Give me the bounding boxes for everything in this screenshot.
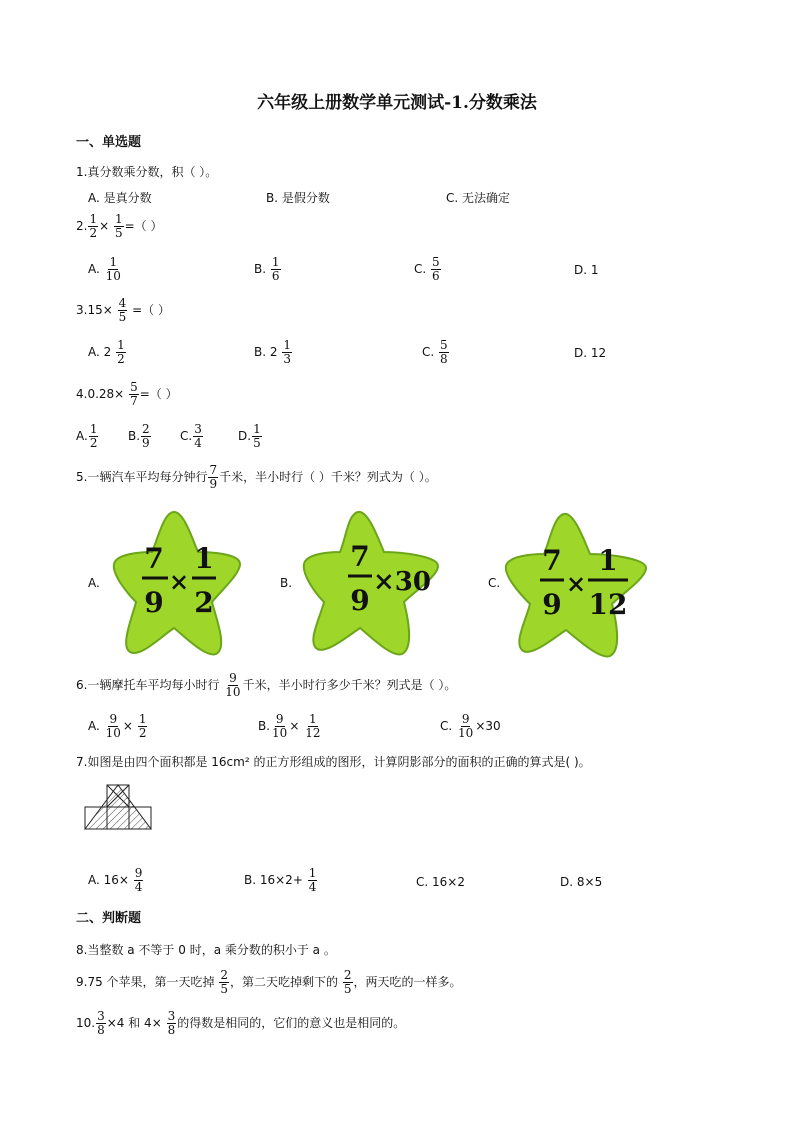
numerator-1: 7 xyxy=(542,544,562,577)
denominator-1: 9 xyxy=(144,586,164,619)
denominator-1: 9 xyxy=(542,588,562,621)
denominator-2: 2 xyxy=(194,586,214,619)
section-heading-single-choice: 一、单选题 xyxy=(76,135,142,150)
operator: × xyxy=(168,567,190,596)
question-2-stem: 2. $\frac{1}{2}$ × $\frac{1}{5}$ =（ ） xyxy=(76,212,163,240)
operator: ×30 xyxy=(373,567,431,597)
question-7-stem: 7.如图是由四个面积都是 16cm² 的正方形组成的图形，计算阴影部分的面积的正确的算式是( )。 xyxy=(76,755,591,769)
q2-option-a: A. $\frac{1}{10}$ xyxy=(88,255,121,283)
page-title: 六年级上册数学单元测试-1.分数乘法 xyxy=(257,93,537,113)
q5-option-b-label: B. xyxy=(280,576,293,590)
q3-option-c: C. $\frac{5}{8}$ xyxy=(422,338,448,366)
q1-option-b: B. 是假分数 xyxy=(266,191,330,205)
question-6-stem: 6.一辆摩托车平均每小时行 $\frac{9}{10}$ 千米，半小时行多少千米？列式是（ ）。 xyxy=(76,671,457,699)
question-9-stem: 9.75 个苹果，第一天吃掉 $\frac{2}{5}$ ，第二天吃掉剩下的 $\frac{2}{5}$ ，两天吃的一样多。 xyxy=(76,968,462,996)
question-8-stem: 8.当整数 a 不等于 0 时，a 乘分数的积小于 a 。 xyxy=(76,943,336,957)
q6-option-a: A. $\frac{9}{10}$ × $\frac{1}{2}$ xyxy=(88,712,147,740)
operator: × xyxy=(565,569,587,598)
q5-option-a-label: A. xyxy=(88,576,100,590)
q1-option-a: A. 是真分数 xyxy=(88,191,152,205)
q5-option-b-star xyxy=(302,508,442,658)
q4-option-c: C. $\frac{3}{4}$ xyxy=(180,422,202,450)
fraction: $\frac{1}{5}$ xyxy=(114,212,123,240)
denominator-2: 12 xyxy=(588,588,628,621)
q5-option-c-label: C. xyxy=(488,576,501,590)
q3-option-b: B. 2 $\frac{1}{3}$ xyxy=(254,338,291,366)
q7-option-b: B. 16×2+ $\frac{1}{4}$ xyxy=(244,866,317,894)
question-3-stem: 3.15× $\frac{4}{5}$ =（ ） xyxy=(76,296,170,324)
question-5-stem: 5.一辆汽车平均每分钟行 $\frac{7}{9}$ 千米，半小时行（ ）千米？列式为（ ）。 xyxy=(76,463,437,491)
q7-option-d: D. 8×5 xyxy=(560,875,603,889)
question-10-stem: 10. $\frac{3}{8}$ ×4 和 4× $\frac{3}{8}$ 的得数是相同的，它们的意义也是相同的。 xyxy=(76,1009,406,1037)
q3-option-d: D. 12 xyxy=(574,346,607,360)
q1-option-c: C. 无法确定 xyxy=(446,191,511,205)
q2-option-b: B. $\frac{1}{6}$ xyxy=(254,255,280,283)
denominator-1: 9 xyxy=(350,584,370,617)
q4-option-b: B. $\frac{2}{9}$ xyxy=(128,422,150,450)
section-heading-true-false: 二、判断题 xyxy=(76,911,142,926)
q7-figure xyxy=(84,784,154,833)
q2-option-d: D. 1 xyxy=(574,263,599,277)
numerator-1: 7 xyxy=(144,542,164,575)
q6-option-c: C. $\frac{9}{10}$ ×30 xyxy=(440,712,501,740)
numerator-1: 7 xyxy=(350,540,370,573)
question-1-stem: 1.真分数乘分数，积（ ）。 xyxy=(76,165,218,179)
q4-option-d: D. $\frac{1}{5}$ xyxy=(238,422,261,450)
numerator-2: 1 xyxy=(194,542,214,575)
question-4-stem: 4.0.28× $\frac{5}{7}$ =（ ） xyxy=(76,380,178,408)
q6-option-b: B. $\frac{9}{10}$ × $\frac{1}{12}$ xyxy=(258,712,321,740)
q4-option-a: A. $\frac{1}{2}$ xyxy=(76,422,98,450)
q7-option-a: A. 16× $\frac{9}{4}$ xyxy=(88,866,143,894)
q7-option-c: C. 16×2 xyxy=(416,875,465,889)
q3-option-a: A. 2 $\frac{1}{2}$ xyxy=(88,338,125,366)
numerator-2: 1 xyxy=(598,544,618,577)
q2-option-c: C. $\frac{5}{6}$ xyxy=(414,255,440,283)
q5-option-c-star xyxy=(504,510,650,660)
fraction: $\frac{1}{2}$ xyxy=(89,212,98,240)
q5-option-a-star xyxy=(112,508,242,658)
